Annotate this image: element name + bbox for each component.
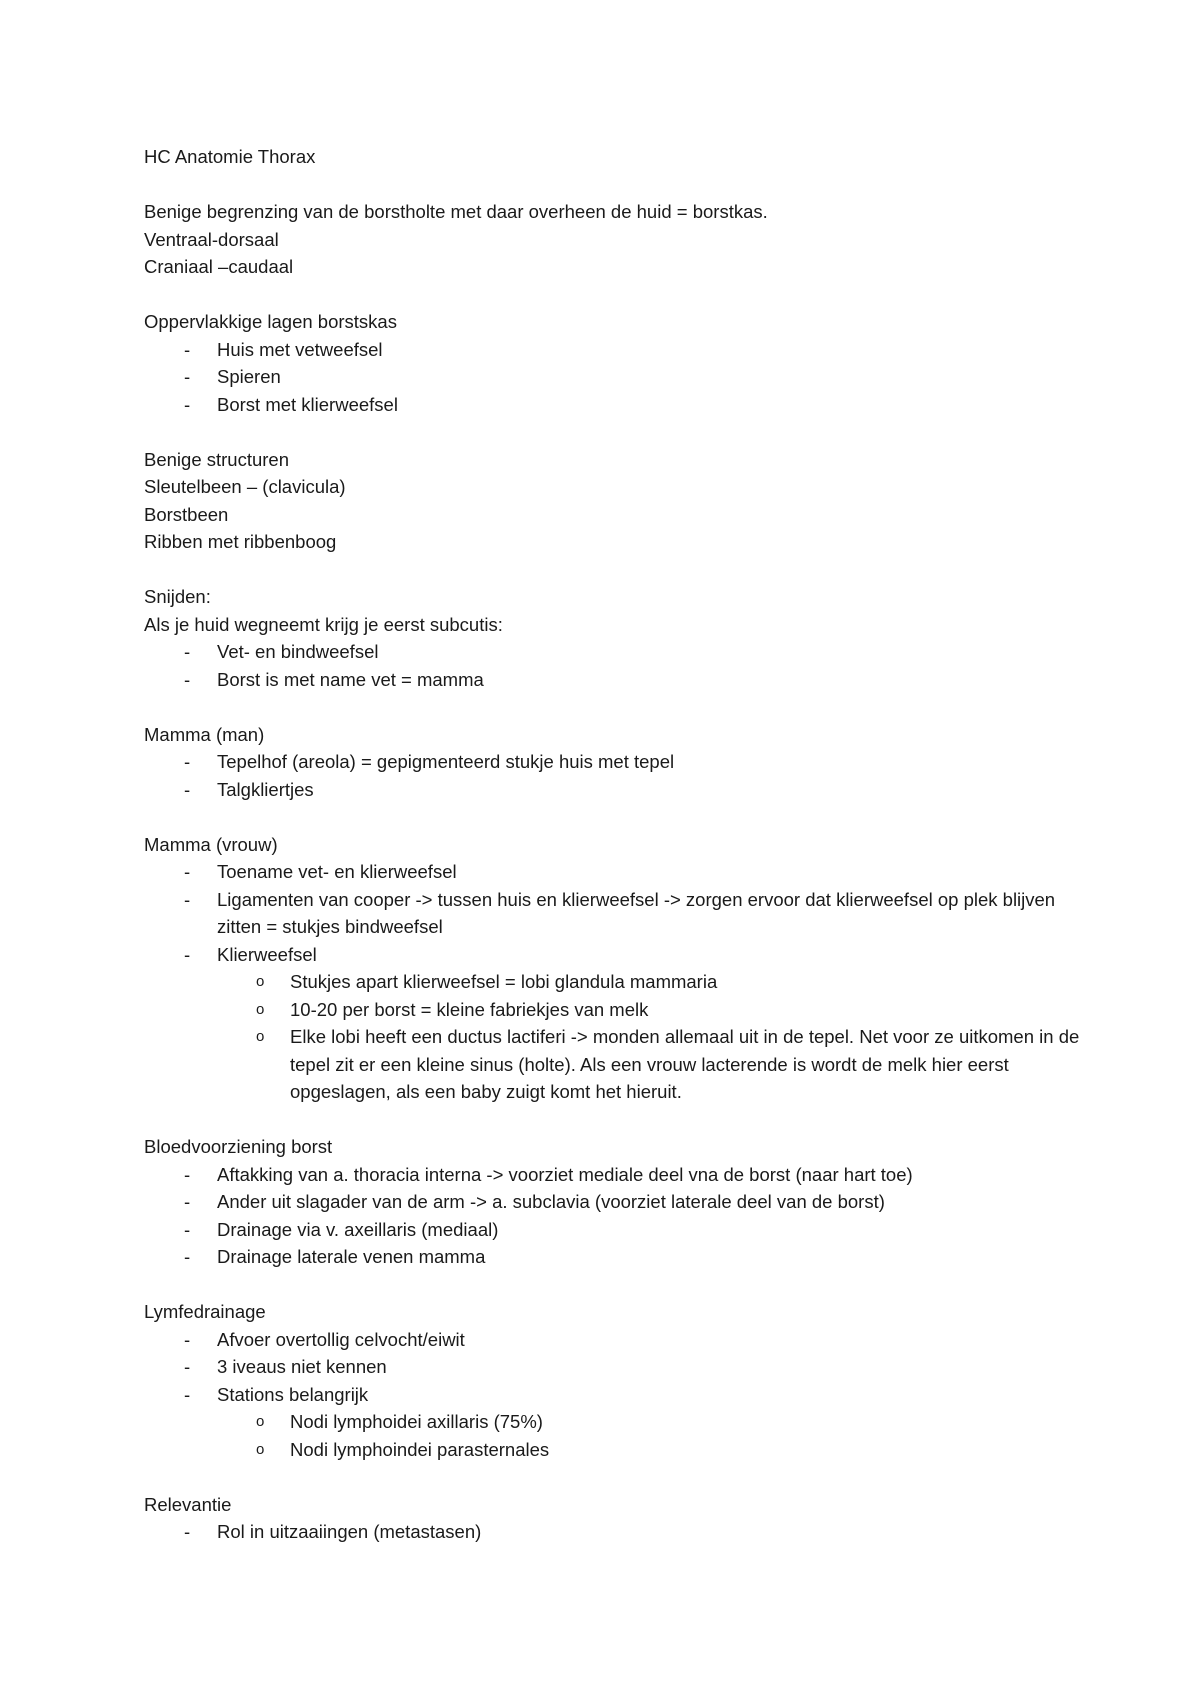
spacer bbox=[144, 1463, 1080, 1491]
list-item bbox=[144, 1188, 1080, 1216]
list-item bbox=[144, 1161, 1080, 1189]
dash-marker: - bbox=[184, 1521, 191, 1542]
intro-line: Craniaal –caudaal bbox=[144, 256, 294, 277]
spacer bbox=[144, 693, 1080, 721]
list-item-text: Toename vet- en klierweefsel bbox=[217, 861, 457, 882]
list-item bbox=[144, 1243, 1080, 1271]
section-heading: Snijden: bbox=[144, 586, 211, 607]
list-item-text: Borst met klierweefsel bbox=[217, 393, 398, 415]
list-item-text: Rol in uitzaaiingen (metastasen) bbox=[217, 1521, 482, 1542]
list-item-text: Ander uit slagader van de arm -> a. subclavia (voorziet laterale deel van de borst) bbox=[217, 1191, 885, 1212]
circle-bullet-marker: o bbox=[256, 1440, 265, 1458]
sub-list-item bbox=[144, 996, 1080, 1024]
page-title: HC Anatomie Thorax bbox=[144, 146, 316, 167]
list-item bbox=[144, 776, 1080, 804]
dash-marker: - bbox=[184, 366, 191, 387]
bullet-list bbox=[144, 858, 1080, 1106]
spacer bbox=[144, 803, 1080, 831]
list-item bbox=[144, 666, 1080, 694]
dash-marker: - bbox=[184, 1383, 191, 1405]
list-item-text: Afvoer overtollig celvocht/eiwit bbox=[217, 1328, 465, 1350]
dash-marker: - bbox=[184, 751, 191, 772]
circle-bullet-marker: o bbox=[256, 1000, 265, 1018]
list-item bbox=[144, 638, 1080, 666]
sub-list-item bbox=[144, 1023, 1080, 1106]
list-item bbox=[144, 886, 1080, 941]
dash-marker: - bbox=[184, 778, 191, 800]
sub-list-item-text: Nodi lymphoindei parasternales bbox=[290, 1438, 550, 1460]
section-heading: Oppervlakkige lagen borstskas bbox=[144, 311, 397, 332]
bullet-list bbox=[144, 1161, 1080, 1271]
bullet-list bbox=[144, 1326, 1080, 1464]
spacer bbox=[144, 1271, 1080, 1299]
intro-line: Ventraal-dorsaal bbox=[144, 228, 279, 250]
section-heading: Relevantie bbox=[144, 1493, 232, 1515]
section-heading: Mamma (vrouw) bbox=[144, 833, 278, 855]
list-item-text: Talgkliertjes bbox=[217, 778, 314, 800]
list-item bbox=[144, 1518, 1080, 1546]
bullet-list bbox=[144, 336, 1080, 419]
dash-marker: - bbox=[184, 338, 191, 360]
circle-bullet-marker: o bbox=[256, 1413, 265, 1430]
bullet-list bbox=[144, 1518, 1080, 1546]
bullet-list bbox=[144, 748, 1080, 803]
sub-list-item bbox=[144, 1436, 1080, 1464]
spacer bbox=[144, 1106, 1080, 1134]
list-item-text: Klierweefsel bbox=[217, 943, 317, 965]
sub-list-item bbox=[144, 968, 1080, 996]
list-item-text: Ligamenten van cooper -> tussen huis en klierweefsel -> zorgen ervoor dat klierweefsel op plek blijven zitten = stukjes bindweefsel bbox=[217, 888, 1056, 937]
dash-marker: - bbox=[184, 641, 191, 662]
sub-list-item-text: Nodi lymphoidei axillaris (75%) bbox=[290, 1411, 543, 1432]
list-item-text: Aftakking van a. thoracia interna -> voorziet mediale deel vna de borst (naar hart toe) bbox=[217, 1163, 913, 1185]
dash-marker: - bbox=[184, 1246, 191, 1267]
dash-marker: - bbox=[184, 393, 191, 415]
spacer bbox=[144, 556, 1080, 584]
dash-marker: - bbox=[184, 668, 191, 690]
list-item-text: Borst is met name vet = mamma bbox=[217, 668, 484, 690]
dash-marker: - bbox=[184, 1191, 191, 1212]
sub-list-item-text: 10-20 per borst = kleine fabriekjes van melk bbox=[290, 998, 649, 1020]
list-item-text: Tepelhof (areola) = gepigmenteerd stukje huis met tepel bbox=[217, 751, 675, 772]
list-item-text: Vet- en bindweefsel bbox=[217, 641, 379, 662]
list-item bbox=[144, 1216, 1080, 1244]
list-item bbox=[144, 1353, 1080, 1381]
dash-marker: - bbox=[184, 1163, 191, 1185]
dash-marker: - bbox=[184, 1356, 191, 1377]
section-heading: Mamma (man) bbox=[144, 723, 265, 745]
sub-list-item-text: Elke lobi heeft een ductus lactiferi -> monden allemaal uit in de tepel. Net voor ze uitkomen in de tepel zit er een kleine sinus (holte). Als een vrouw lacterende is wordt de melk hier eerst opgeslagen, als een baby zuigt komt het hieruit. bbox=[290, 1026, 1080, 1102]
list-item-text: Spieren bbox=[217, 366, 281, 387]
list-item bbox=[144, 1381, 1080, 1409]
list-item-text: Drainage laterale venen mamma bbox=[217, 1246, 486, 1267]
circle-bullet-marker: o bbox=[256, 1028, 265, 1045]
section-heading: Benige structuren bbox=[144, 448, 290, 470]
list-item bbox=[144, 1326, 1080, 1354]
intro-line: Benige begrenzing van de borstholte met daar overheen de huid = borstkas. bbox=[144, 201, 768, 222]
list-item bbox=[144, 363, 1080, 391]
text-line: Borstbeen bbox=[144, 503, 229, 525]
text-line: Als je huid wegneemt krijg je eerst subcutis: bbox=[144, 613, 503, 635]
bullet-list bbox=[144, 638, 1080, 693]
dash-marker: - bbox=[184, 888, 191, 910]
sub-list-item bbox=[144, 1408, 1080, 1436]
list-item bbox=[144, 748, 1080, 776]
list-item-text: Huis met vetweefsel bbox=[217, 338, 383, 360]
circle-bullet-marker: o bbox=[256, 973, 265, 990]
spacer bbox=[144, 171, 1080, 199]
spacer bbox=[144, 418, 1080, 446]
section-heading: Bloedvoorziening borst bbox=[144, 1136, 333, 1157]
list-item bbox=[144, 336, 1080, 364]
dash-marker: - bbox=[184, 861, 191, 882]
sub-list-item-text: Stukjes apart klierweefsel = lobi glandula mammaria bbox=[290, 971, 718, 992]
spacer bbox=[144, 281, 1080, 309]
text-line: Ribben met ribbenboog bbox=[144, 531, 337, 552]
list-item bbox=[144, 858, 1080, 886]
section-heading: Lymfedrainage bbox=[144, 1301, 266, 1322]
list-item bbox=[144, 941, 1080, 969]
dash-marker: - bbox=[184, 1328, 191, 1350]
list-item-text: Stations belangrijk bbox=[217, 1383, 369, 1405]
dash-marker: - bbox=[184, 943, 191, 965]
text-line: Sleutelbeen – (clavicula) bbox=[144, 476, 346, 497]
list-item-text: 3 iveaus niet kennen bbox=[217, 1356, 387, 1377]
list-item bbox=[144, 391, 1080, 419]
dash-marker: - bbox=[184, 1218, 191, 1240]
list-item-text: Drainage via v. axeillaris (mediaal) bbox=[217, 1218, 499, 1240]
